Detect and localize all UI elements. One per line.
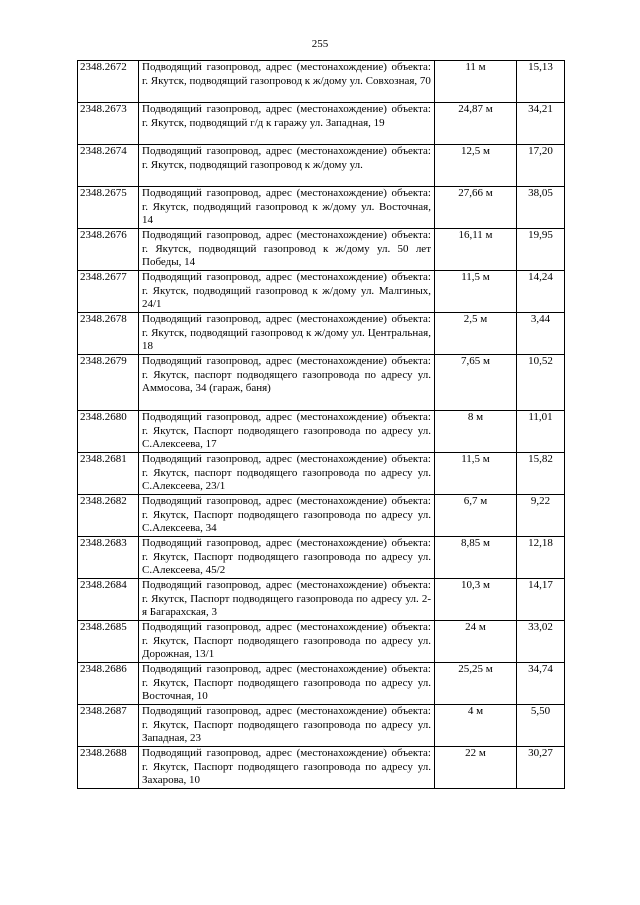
length-cell: 12,5 м <box>435 145 517 187</box>
table-row <box>78 61 565 103</box>
table-row <box>78 355 565 411</box>
value-cell: 34,74 <box>517 663 565 705</box>
length-cell: 24 м <box>435 621 517 663</box>
code-cell: 2348.2680 <box>78 411 139 453</box>
value-cell: 15,13 <box>517 61 565 103</box>
length-cell: 6,7 м <box>435 495 517 537</box>
description-cell: Подводящий газопровод, адрес (местонахождение) объекта: г. Якутск, Паспорт подводящего газопровода по адресу ул. Дорожная, 13/1 <box>139 621 435 663</box>
value-cell: 15,82 <box>517 453 565 495</box>
value-cell: 14,24 <box>517 271 565 313</box>
code-cell: 2348.2679 <box>78 355 139 411</box>
table-row <box>78 537 565 579</box>
length-cell: 11,5 м <box>435 271 517 313</box>
length-cell: 8,85 м <box>435 537 517 579</box>
length-cell: 7,65 м <box>435 355 517 411</box>
code-cell: 2348.2678 <box>78 313 139 355</box>
code-cell: 2348.2676 <box>78 229 139 271</box>
length-cell: 24,87 м <box>435 103 517 145</box>
code-cell: 2348.2686 <box>78 663 139 705</box>
table-row <box>78 453 565 495</box>
table-row <box>78 663 565 705</box>
description-cell: Подводящий газопровод, адрес (местонахождение) объекта: г. Якутск, Паспорт подводящего газопровода по адресу ул. 2-я Багарахская, 3 <box>139 579 435 621</box>
length-cell: 11 м <box>435 61 517 103</box>
table-row <box>78 187 565 229</box>
length-cell: 2,5 м <box>435 313 517 355</box>
value-cell: 19,95 <box>517 229 565 271</box>
code-cell: 2348.2688 <box>78 747 139 789</box>
table-body <box>78 61 565 789</box>
description-cell: Подводящий газопровод, адрес (местонахождение) объекта: г. Якутск, подводящий газопровод к ж/дому ул. 50 лет Победы, 14 <box>139 229 435 271</box>
value-cell: 12,18 <box>517 537 565 579</box>
description-cell: Подводящий газопровод, адрес (местонахождение) объекта: г. Якутск, подводящий г/д к гаражу ул. Западная, 19 <box>139 103 435 145</box>
value-cell: 17,20 <box>517 145 565 187</box>
table-row <box>78 621 565 663</box>
table-row <box>78 313 565 355</box>
value-cell: 3,44 <box>517 313 565 355</box>
length-cell: 25,25 м <box>435 663 517 705</box>
description-cell: Подводящий газопровод, адрес (местонахождение) объекта: г. Якутск, подводящий газопровод к ж/дому ул. Малгиных, 24/1 <box>139 271 435 313</box>
table-row <box>78 229 565 271</box>
code-cell: 2348.2682 <box>78 495 139 537</box>
value-cell: 38,05 <box>517 187 565 229</box>
code-cell: 2348.2672 <box>78 61 139 103</box>
value-cell: 5,50 <box>517 705 565 747</box>
table-row <box>78 145 565 187</box>
code-cell: 2348.2684 <box>78 579 139 621</box>
value-cell: 9,22 <box>517 495 565 537</box>
value-cell: 11,01 <box>517 411 565 453</box>
description-cell: Подводящий газопровод, адрес (местонахождение) объекта: г. Якутск, Паспорт подводящего газопровода по адресу ул. Западная, 23 <box>139 705 435 747</box>
code-cell: 2348.2685 <box>78 621 139 663</box>
length-cell: 8 м <box>435 411 517 453</box>
code-cell: 2348.2673 <box>78 103 139 145</box>
table-row <box>78 747 565 789</box>
length-cell: 22 м <box>435 747 517 789</box>
code-cell: 2348.2675 <box>78 187 139 229</box>
value-cell: 33,02 <box>517 621 565 663</box>
description-cell: Подводящий газопровод, адрес (местонахождение) объекта: г. Якутск, подводящий газопровод к ж/дому ул. Восточная, 14 <box>139 187 435 229</box>
page-number: 255 <box>311 38 329 50</box>
value-cell: 30,27 <box>517 747 565 789</box>
table-row <box>78 579 565 621</box>
code-cell: 2348.2687 <box>78 705 139 747</box>
description-cell: Подводящий газопровод, адрес (местонахождение) объекта: г. Якутск, подводящий газопровод к ж/дому ул. Совхозная, 70 <box>139 61 435 103</box>
description-cell: Подводящий газопровод, адрес (местонахождение) объекта: г. Якутск, подводящий газопровод к ж/дому ул. Центральная, 18 <box>139 313 435 355</box>
table-row <box>78 705 565 747</box>
table-row <box>78 411 565 453</box>
description-cell: Подводящий газопровод, адрес (местонахождение) объекта: г. Якутск, Паспорт подводящего газопровода по адресу ул. Захарова, 10 <box>139 747 435 789</box>
table-row <box>78 271 565 313</box>
description-cell: Подводящий газопровод, адрес (местонахождение) объекта: г. Якутск, Паспорт подводящего газопровода по адресу ул. Восточная, 10 <box>139 663 435 705</box>
value-cell: 14,17 <box>517 579 565 621</box>
code-cell: 2348.2681 <box>78 453 139 495</box>
description-cell: Подводящий газопровод, адрес (местонахождение) объекта: г. Якутск, Паспорт подводящего газопровода по адресу ул. С.Алексеева, 34 <box>139 495 435 537</box>
length-cell: 16,11 м <box>435 229 517 271</box>
value-cell: 34,21 <box>517 103 565 145</box>
description-cell: Подводящий газопровод, адрес (местонахождение) объекта: г. Якутск, паспорт подводящего газопровода по адресу ул. С.Алексеева, 23/1 <box>139 453 435 495</box>
description-cell: Подводящий газопровод, адрес (местонахождение) объекта: г. Якутск, паспорт подводящего газопровода по адресу ул. Аммосова, 34 (гараж, баня) <box>139 355 435 411</box>
value-cell: 10,52 <box>517 355 565 411</box>
table-row <box>78 495 565 537</box>
table-row <box>78 103 565 145</box>
length-cell: 10,3 м <box>435 579 517 621</box>
description-cell: Подводящий газопровод, адрес (местонахождение) объекта: г. Якутск, Паспорт подводящего газопровода по адресу ул. С.Алексеева, 17 <box>139 411 435 453</box>
length-cell: 4 м <box>435 705 517 747</box>
description-cell: Подводящий газопровод, адрес (местонахождение) объекта: г. Якутск, Паспорт подводящего газопровода по адресу ул. С.Алексеева, 45/2 <box>139 537 435 579</box>
code-cell: 2348.2677 <box>78 271 139 313</box>
code-cell: 2348.2674 <box>78 145 139 187</box>
length-cell: 11,5 м <box>435 453 517 495</box>
length-cell: 27,66 м <box>435 187 517 229</box>
description-cell: Подводящий газопровод, адрес (местонахождение) объекта: г. Якутск, подводящий газопровод к ж/дому ул. <box>139 145 435 187</box>
code-cell: 2348.2683 <box>78 537 139 579</box>
property-table <box>77 60 565 789</box>
